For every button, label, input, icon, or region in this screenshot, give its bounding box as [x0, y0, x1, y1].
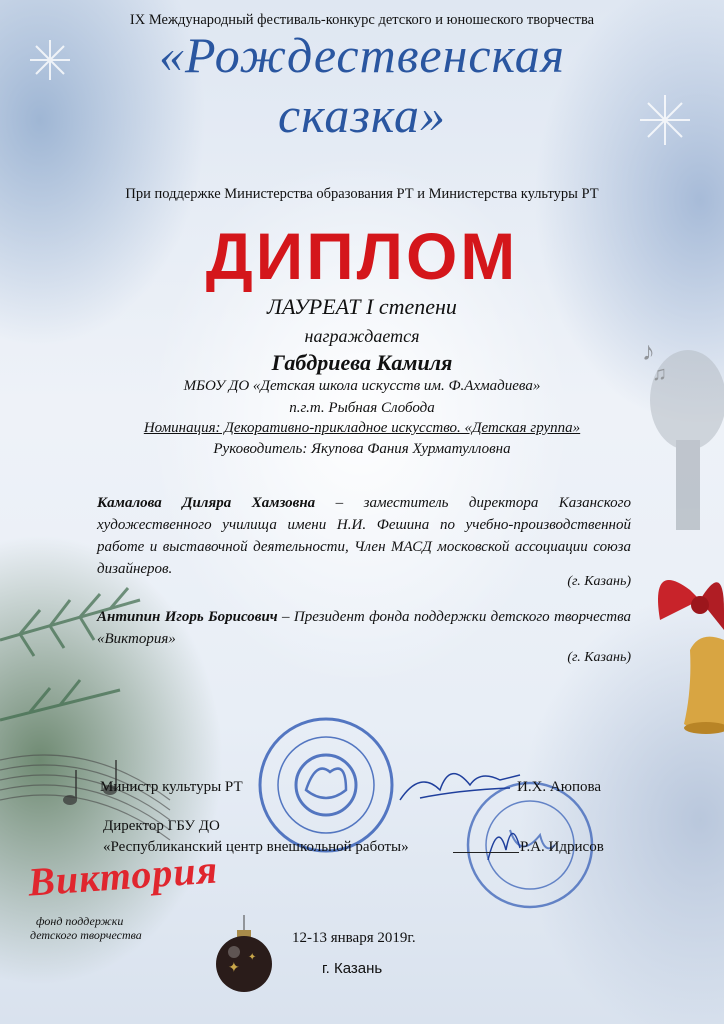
diploma-heading: ДИПЛОМ [205, 219, 519, 293]
svg-text:✦: ✦ [248, 952, 257, 963]
svg-text:♫: ♫ [652, 363, 667, 385]
red-bow-icon [658, 580, 724, 630]
logo-subtitle-1: фонд поддержки [36, 914, 124, 928]
settlement-name: п.г.т. Рыбная Слобода [289, 400, 435, 416]
victoria-logo: Виктория [26, 846, 220, 905]
jury-member-description: – Президент фонда поддержки детского творчества «Виктория» [97, 609, 631, 647]
jury-member-name: Антипин Игорь Борисович [97, 609, 278, 625]
festival-name: IX Международный фестиваль-конкурс детского и юношеского творчества [129, 12, 595, 28]
signature-minister [400, 774, 520, 800]
director-organization: «Республиканский центр внешкольной работы» [103, 839, 409, 855]
jury-member-name: Камалова Диляра Хамзовна [97, 495, 316, 511]
laureate-degree: ЛАУРЕАТ I степени [267, 294, 457, 319]
signature-line [453, 852, 519, 853]
signature-director [488, 833, 520, 860]
svg-text:✦: ✦ [228, 961, 240, 976]
jury-member-city: (г. Казань) [567, 650, 631, 665]
bell-icon [684, 637, 724, 734]
nomination-line: Номинация: Декоративно-прикладное искусство. «Детская группа» [143, 420, 581, 436]
event-date: 12-13 января 2019г. [292, 930, 416, 946]
director-name: Р.А. Идрисов [520, 839, 604, 855]
title-line-2: сказка» [278, 87, 446, 143]
jury-member-city: (г. Казань) [567, 574, 631, 589]
jury-member-description: – заместитель директора Казанского художественного училища имени Н.И. Фешина по учебно-производственной работе и выставочной деятельности, Член МАСД московской ассоциации союза дизайнеров. [97, 495, 632, 577]
event-city: г. Казань [322, 960, 383, 977]
school-name: МБОУ ДО «Детская школа искусств им. Ф.Ахмадиева» [183, 378, 541, 394]
minister-title: Министр культуры РТ [100, 779, 243, 795]
minister-name: И.Х. Аюпова [517, 779, 602, 795]
official-stamp [260, 719, 392, 851]
jury-member [97, 606, 631, 650]
svg-text:♪: ♪ [642, 337, 655, 366]
recipient-name: Габдриева Камиля [271, 350, 453, 375]
leader-line: Руководитель: Якупова Фания Хурматулловна [213, 441, 511, 457]
title-line-1: «Рождественская [158, 27, 565, 83]
support-line: При поддержке Министерства образования РТ и Министерства культуры РТ [125, 186, 599, 202]
ornament-ball-icon [216, 915, 272, 992]
logo-subtitle-2: детского творчества [30, 928, 142, 942]
awarded-label: награждается [304, 326, 420, 346]
jury-member [97, 492, 631, 580]
director-title: Директор ГБУ ДО [103, 818, 220, 834]
